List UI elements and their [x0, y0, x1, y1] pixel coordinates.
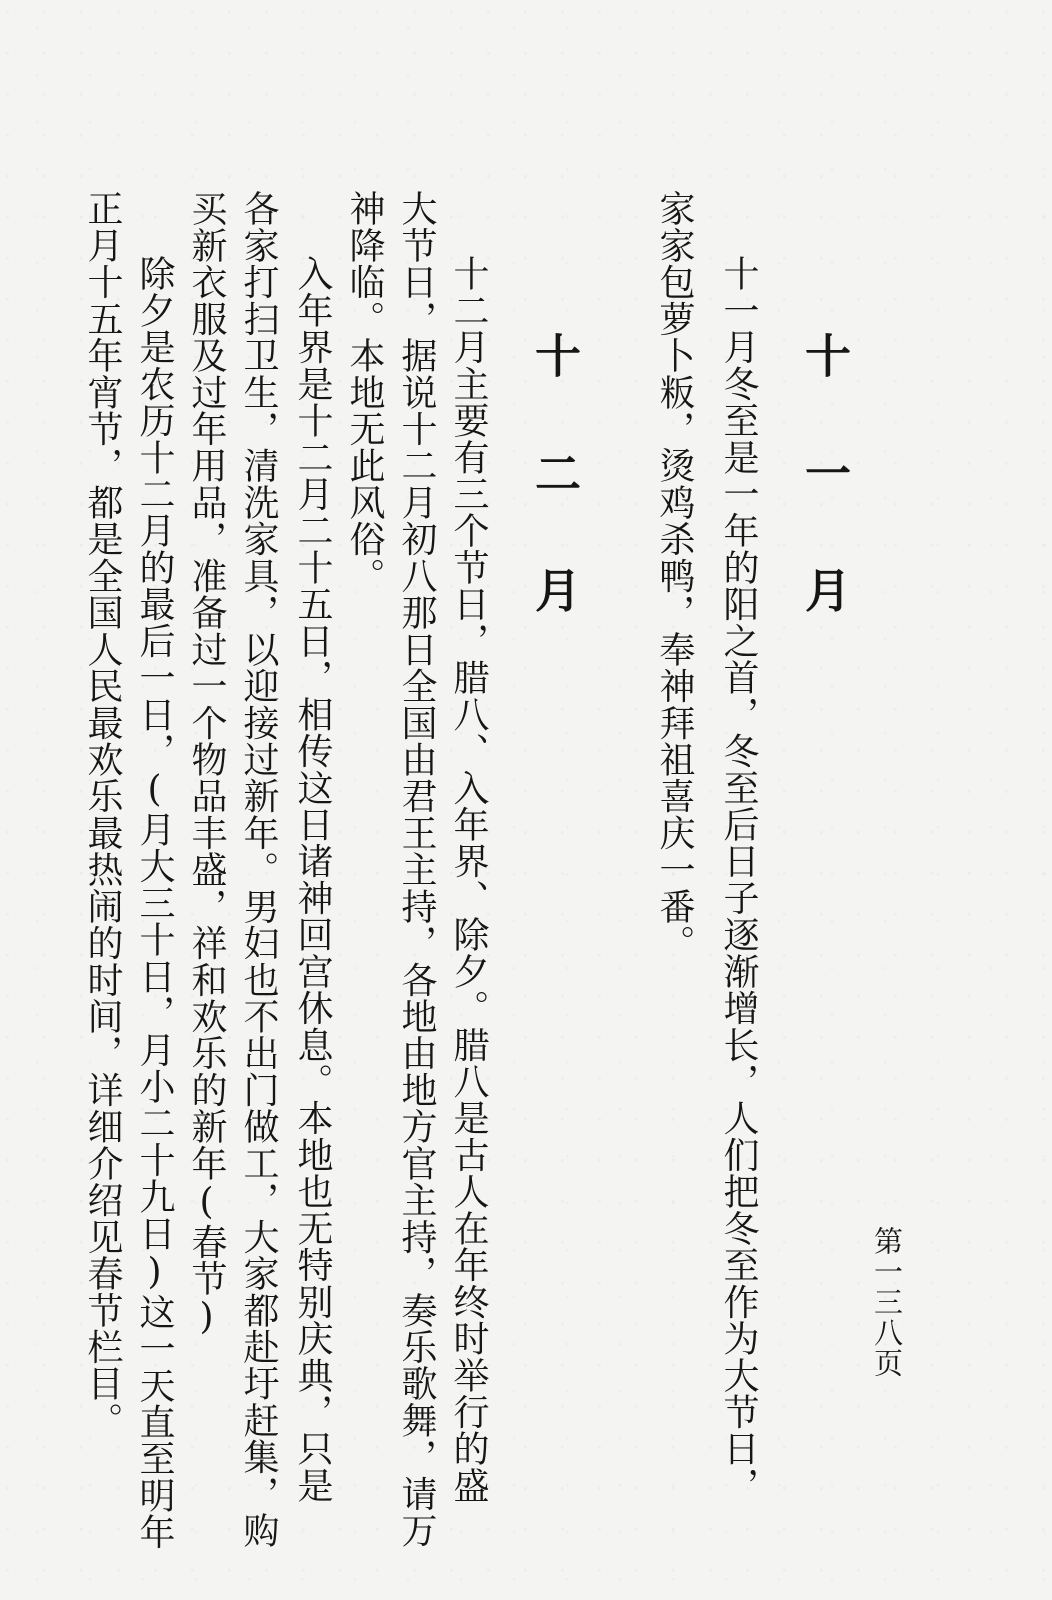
text-line: 买新衣服及过年用品，准备过一个物品丰盛，祥和欢乐的新年(春节)	[186, 190, 227, 1339]
text-line: 入年界是十二月二十五日，相传这日诸神回宫休息。本地也无特别庆典，只是	[292, 255, 333, 1504]
page-number: 第一三八页	[870, 1226, 904, 1379]
text-line: 十一月冬至是一年的阳之首，冬至后日子逐渐增长，人们把冬至作为大节日，	[718, 255, 759, 1504]
text-line: 神降临。本地无此风俗。	[344, 190, 385, 594]
text-line: 十二月主要有三个节日，腊八、入年界、除夕。腊八是古人在年终时举行的盛	[448, 255, 489, 1504]
text-line: 大节日，据说十二月初八那日全国由君王主持，各地由地方官主持，奏乐歌舞，请万	[396, 190, 437, 1549]
text-line: 除夕是农历十二月的最后一日，(月大三十日，月小二十九日)这一天直至明年	[134, 255, 175, 1551]
section-heading-december: 十二月	[528, 332, 582, 684]
text-line: 正月十五年宵节，都是全国人民最欢乐最热闹的时间，详细介绍见春节栏目。	[82, 190, 123, 1439]
text-line: 各家打扫卫生，清洗家具，以迎接过新年。男妇也不出门做工，大家都赴圩赶集，购	[238, 190, 279, 1549]
section-heading-november: 十一月	[798, 332, 852, 684]
text-line: 家家包萝卜粄，烫鸡杀鸭，奉神拜祖喜庆一番。	[654, 190, 695, 962]
